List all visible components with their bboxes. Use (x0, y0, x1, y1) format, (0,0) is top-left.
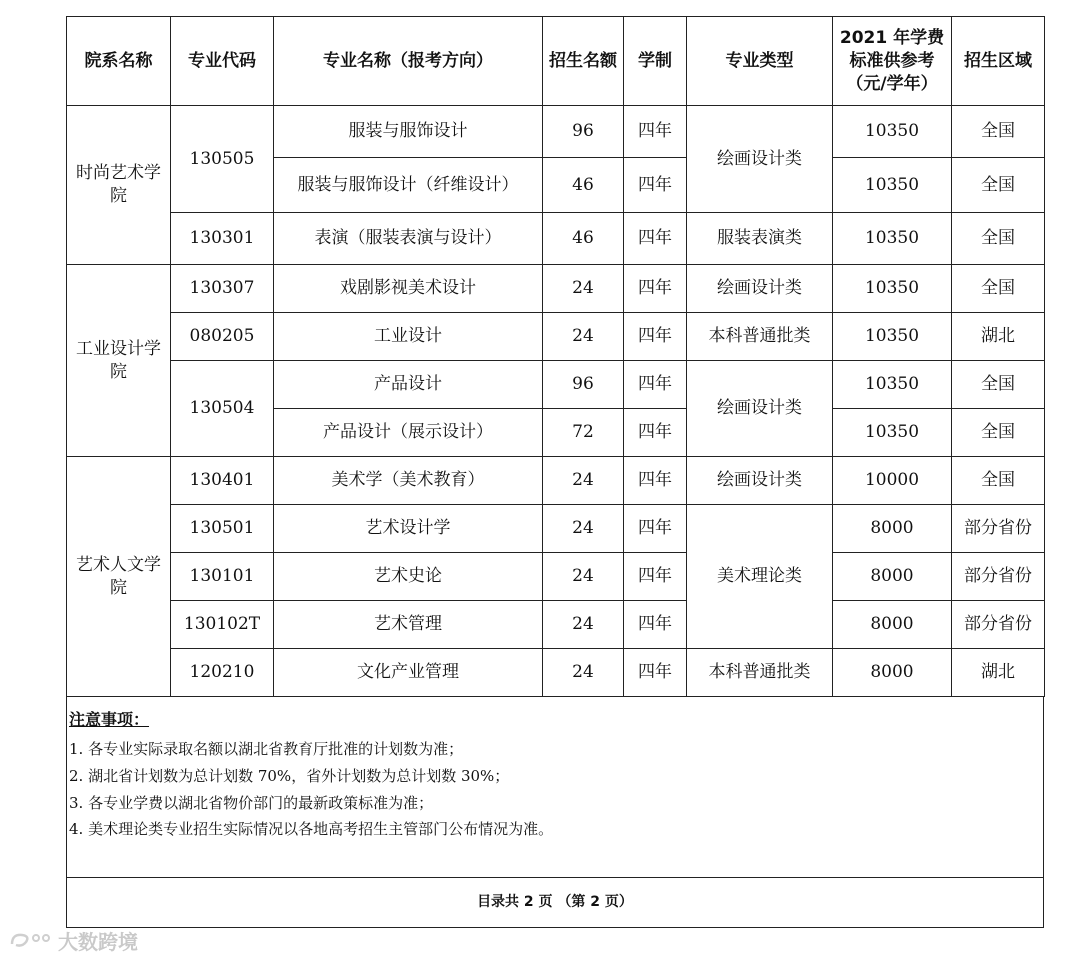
watermark-text: 大数跨境 (58, 930, 138, 954)
years-cell: 四年 (624, 505, 687, 553)
fee-cell: 10350 (833, 213, 952, 265)
code-cell: 130401 (171, 457, 274, 505)
table-row (67, 601, 1045, 649)
header-quota: 招生名额 (543, 17, 624, 106)
header-fee: 2021 年学费标准供参考（元/学年） (833, 17, 952, 106)
quota-cell: 24 (543, 457, 624, 505)
major-cell: 服装与服饰设计 (274, 106, 543, 158)
years-cell: 四年 (624, 457, 687, 505)
type-cell: 绘画设计类 (687, 106, 833, 213)
major-cell: 艺术管理 (274, 601, 543, 649)
fee-cell: 10350 (833, 265, 952, 313)
page-count: 目录共 2 页 （第 2 页） (477, 894, 633, 910)
years-cell: 四年 (624, 409, 687, 457)
years-cell: 四年 (624, 649, 687, 697)
code-cell: 120210 (171, 649, 274, 697)
fee-cell: 10350 (833, 313, 952, 361)
major-cell: 美术学（美术教育） (274, 457, 543, 505)
years-cell: 四年 (624, 158, 687, 213)
region-cell: 全国 (952, 457, 1045, 505)
note-item: 4. 美术理论类专业招生实际情况以各地高考招生主管部门公布情况为准。 (69, 820, 554, 838)
quota-cell: 96 (543, 106, 624, 158)
years-cell: 四年 (624, 313, 687, 361)
table-row (67, 313, 1045, 361)
quota-cell: 46 (543, 158, 624, 213)
header-region: 招生区域 (952, 17, 1045, 106)
region-cell: 全国 (952, 361, 1045, 409)
quota-cell: 24 (543, 505, 624, 553)
college-cell: 工业设计学院 (67, 265, 171, 457)
major-cell: 产品设计（展示设计） (274, 409, 543, 457)
code-cell: 130504 (171, 361, 274, 457)
table-row (67, 265, 1045, 313)
table-header-row (67, 17, 1045, 106)
code-cell: 130102T (171, 601, 274, 649)
code-cell: 130505 (171, 106, 274, 213)
quota-cell: 72 (543, 409, 624, 457)
table-row (67, 553, 1045, 601)
fee-cell: 10000 (833, 457, 952, 505)
table-row (67, 649, 1045, 697)
header-code: 专业代码 (171, 17, 274, 106)
note-item: 3. 各专业学费以湖北省物价部门的最新政策标准为准； (69, 794, 434, 812)
years-cell: 四年 (624, 553, 687, 601)
quota-cell: 24 (543, 601, 624, 649)
years-cell: 四年 (624, 601, 687, 649)
note-item: 1. 各专业实际录取名额以湖北省教育厅批准的计划数为准； (69, 740, 464, 758)
table-row (67, 213, 1045, 265)
region-cell: 部分省份 (952, 505, 1045, 553)
fee-cell: 10350 (833, 158, 952, 213)
code-cell: 130301 (171, 213, 274, 265)
notes-section (66, 697, 1044, 878)
fee-cell: 8000 (833, 505, 952, 553)
type-cell: 本科普通批类 (687, 313, 833, 361)
major-cell: 工业设计 (274, 313, 543, 361)
header-years: 学制 (624, 17, 687, 106)
major-cell: 文化产业管理 (274, 649, 543, 697)
region-cell: 部分省份 (952, 601, 1045, 649)
code-cell: 080205 (171, 313, 274, 361)
fee-cell: 10350 (833, 409, 952, 457)
admissions-table (66, 16, 1045, 697)
region-cell: 全国 (952, 106, 1045, 158)
major-cell: 服装与服饰设计（纤维设计） (274, 158, 543, 213)
quota-cell: 24 (543, 553, 624, 601)
years-cell: 四年 (624, 106, 687, 158)
table-row (67, 505, 1045, 553)
region-cell: 全国 (952, 158, 1045, 213)
watermark (8, 926, 138, 955)
major-cell: 戏剧影视美术设计 (274, 265, 543, 313)
code-cell: 130501 (171, 505, 274, 553)
note-item: 2. 湖北省计划数为总计划数 70%，省外计划数为总计划数 30%； (69, 767, 510, 785)
years-cell: 四年 (624, 265, 687, 313)
table-row (67, 457, 1045, 505)
fee-cell: 8000 (833, 649, 952, 697)
type-cell: 绘画设计类 (687, 457, 833, 505)
fee-cell: 8000 (833, 553, 952, 601)
header-major: 专业名称（报考方向） (274, 17, 543, 106)
region-cell: 湖北 (952, 649, 1045, 697)
admissions-sheet (66, 16, 1044, 928)
region-cell: 全国 (952, 409, 1045, 457)
quota-cell: 24 (543, 313, 624, 361)
college-cell: 时尚艺术学院 (67, 106, 171, 265)
table-row (67, 361, 1045, 409)
type-cell: 绘画设计类 (687, 361, 833, 457)
code-cell: 130307 (171, 265, 274, 313)
major-cell: 表演（服装表演与设计） (274, 213, 543, 265)
years-cell: 四年 (624, 213, 687, 265)
type-cell: 美术理论类 (687, 505, 833, 649)
quota-cell: 24 (543, 265, 624, 313)
fee-cell: 10350 (833, 361, 952, 409)
region-cell: 部分省份 (952, 553, 1045, 601)
years-cell: 四年 (624, 361, 687, 409)
college-cell: 艺术人文学院 (67, 457, 171, 697)
quota-cell: 46 (543, 213, 624, 265)
region-cell: 湖北 (952, 313, 1045, 361)
watermark-logo-icon (8, 930, 54, 952)
fee-cell: 8000 (833, 601, 952, 649)
page-footer (66, 878, 1044, 928)
major-cell: 艺术设计学 (274, 505, 543, 553)
type-cell: 服装表演类 (687, 213, 833, 265)
major-cell: 产品设计 (274, 361, 543, 409)
header-type: 专业类型 (687, 17, 833, 106)
notes-title: 注意事项： (69, 710, 150, 729)
table-row (67, 106, 1045, 158)
header-college: 院系名称 (67, 17, 171, 106)
type-cell: 绘画设计类 (687, 265, 833, 313)
quota-cell: 24 (543, 649, 624, 697)
region-cell: 全国 (952, 265, 1045, 313)
fee-cell: 10350 (833, 106, 952, 158)
quota-cell: 96 (543, 361, 624, 409)
major-cell: 艺术史论 (274, 553, 543, 601)
code-cell: 130101 (171, 553, 274, 601)
type-cell: 本科普通批类 (687, 649, 833, 697)
region-cell: 全国 (952, 213, 1045, 265)
